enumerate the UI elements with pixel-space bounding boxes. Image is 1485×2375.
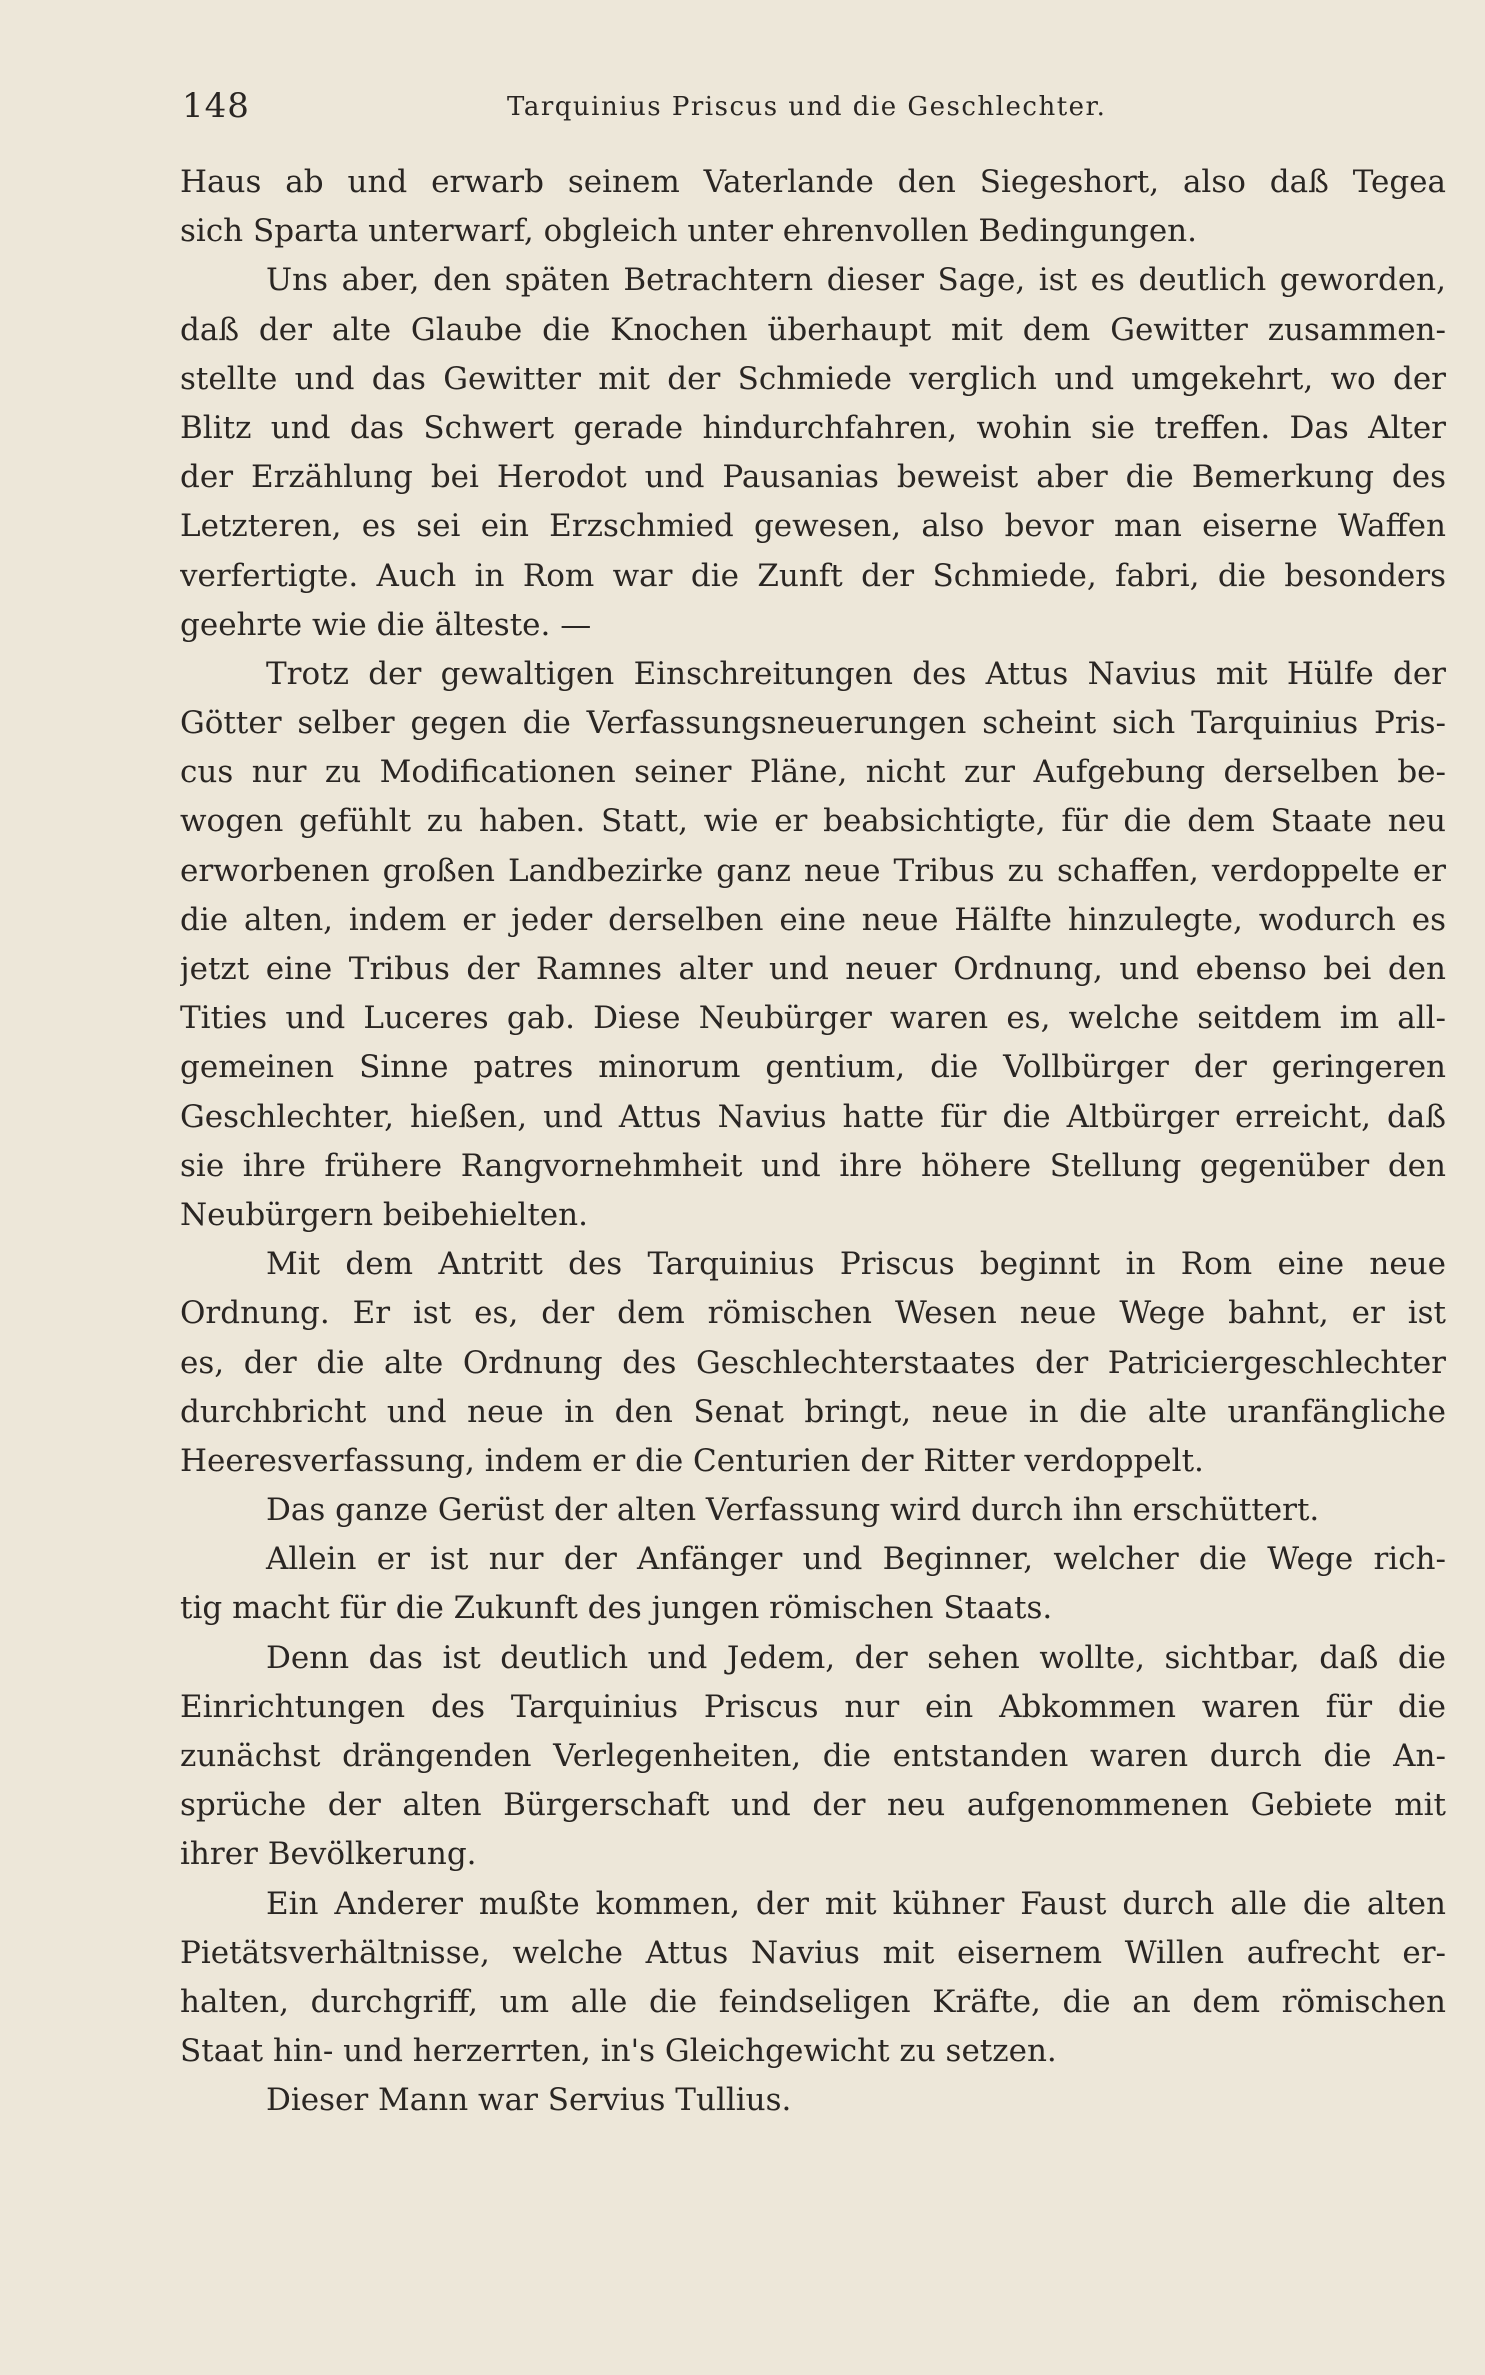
text-line: erworbenen großen Landbezirke ganz neue Tribus zu schaffen, verdoppelte er	[180, 852, 1446, 889]
text-line: sich Sparta unterwarf, obgleich unter ehrenvollen Bedingungen.	[180, 213, 1198, 250]
text-line: Denn das ist deutlich und Jedem, der sehen wollte, sichtbar, daß die	[266, 1639, 1446, 1676]
text-line: geehrte wie die älteste. —	[180, 606, 592, 643]
text-line: Neubürgern beibehielten.	[180, 1196, 588, 1233]
text-line: Pietätsverhältnisse, welche Attus Navius mit eisernem Willen aufrecht er-	[180, 1934, 1446, 1971]
text-line: verfertigte. Auch in Rom war die Zunft der Schmiede, fabri, die besonders	[180, 557, 1446, 594]
text-line: durchbricht und neue in den Senat bringt, neue in die alte uranfängliche	[180, 1393, 1446, 1430]
text-line: cus nur zu Modificationen seiner Pläne, nicht zur Aufgebung derselben be-	[180, 754, 1446, 791]
page-number: 148	[182, 86, 250, 126]
text-line: es, der die alte Ordnung des Geschlechterstaates der Patriciergeschlechter	[180, 1344, 1446, 1381]
body-text	[180, 158, 1446, 2126]
text-line: Ordnung. Er ist es, der dem römischen Wesen neue Wege bahnt, er ist	[180, 1295, 1446, 1332]
text-line: Götter selber gegen die Verfassungsneuerungen scheint sich Tarquinius Pris-	[180, 705, 1446, 742]
text-line: Trotz der gewaltigen Einschreitungen des Attus Navius mit Hülfe der	[266, 655, 1446, 692]
text-line: wogen gefühlt zu haben. Statt, wie er beabsichtigte, für die dem Staate neu	[180, 803, 1446, 840]
text-line: stellte und das Gewitter mit der Schmiede verglich und umgekehrt, wo der	[180, 360, 1446, 397]
text-line: jetzt eine Tribus der Ramnes alter und neuer Ordnung, und ebenso bei den	[180, 951, 1446, 987]
text-line: Ein Anderer mußte kommen, der mit kühner Faust durch alle die alten	[266, 1885, 1446, 1922]
text-line: Letzteren, es sei ein Erzschmied gewesen, also bevor man eiserne Waffen	[180, 508, 1446, 545]
text-line: Das ganze Gerüst der alten Verfassung wird durch ihn erschüttert.	[266, 1492, 1320, 1529]
text-line: daß der alte Glaube die Knochen überhaupt mit dem Gewitter zusammen-	[180, 311, 1446, 348]
running-head	[182, 86, 1442, 136]
text-line: Dieser Mann war Servius Tullius.	[266, 2082, 792, 2119]
text-line: der Erzählung bei Herodot und Pausanias beweist aber die Bemerkung des	[180, 459, 1446, 496]
text-line: Blitz und das Schwert gerade hindurchfahren, wohin sie treffen. Das Alter	[180, 409, 1446, 446]
text-line: Geschlechter, hießen, und Attus Navius hatte für die Altbürger erreicht, daß	[180, 1098, 1446, 1135]
text-line: Uns aber, den späten Betrachtern dieser Sage, ist es deutlich geworden,	[266, 262, 1446, 299]
text-line: tig macht für die Zukunft des jungen römischen Staats.	[180, 1590, 1053, 1627]
text-line: Staat hin- und herzerrten, in's Gleichgewicht zu setzen.	[180, 2033, 1057, 2070]
text-line: ihrer Bevölkerung.	[180, 1836, 477, 1873]
running-title: Tarquinius Priscus und die Geschlechter.	[507, 92, 1107, 122]
text-line: zunächst drängenden Verlegenheiten, die entstanden waren durch die An-	[180, 1738, 1446, 1774]
text-line: halten, durchgriff, um alle die feindseligen Kräfte, die an dem römischen	[180, 1983, 1446, 2020]
text-line: Heeresverfassung, indem er die Centurien der Ritter verdoppelt.	[180, 1442, 1204, 1479]
text-line: Einrichtungen des Tarquinius Priscus nur ein Abkommen waren für die	[180, 1688, 1446, 1725]
text-line: Allein er ist nur der Anfänger und Beginner, welcher die Wege rich-	[266, 1541, 1446, 1578]
text-line: sie ihre frühere Rangvornehmheit und ihre höhere Stellung gegenüber den	[180, 1147, 1446, 1184]
text-line: Tities und Luceres gab. Diese Neubürger waren es, welche seitdem im all-	[180, 1000, 1446, 1037]
text-line: gemeinen Sinne patres minorum gentium, die Vollbürger der geringeren	[180, 1049, 1446, 1086]
text-line: sprüche der alten Bürgerschaft und der neu aufgenommenen Gebiete mit	[180, 1787, 1446, 1824]
text-line: Mit dem Antritt des Tarquinius Priscus beginnt in Rom eine neue	[266, 1246, 1446, 1283]
text-line: Haus ab und erwarb seinem Vaterlande den Siegeshort, also daß Tegea	[180, 164, 1446, 200]
text-line: die alten, indem er jeder derselben eine neue Hälfte hinzulegte, wodurch es	[180, 901, 1446, 938]
